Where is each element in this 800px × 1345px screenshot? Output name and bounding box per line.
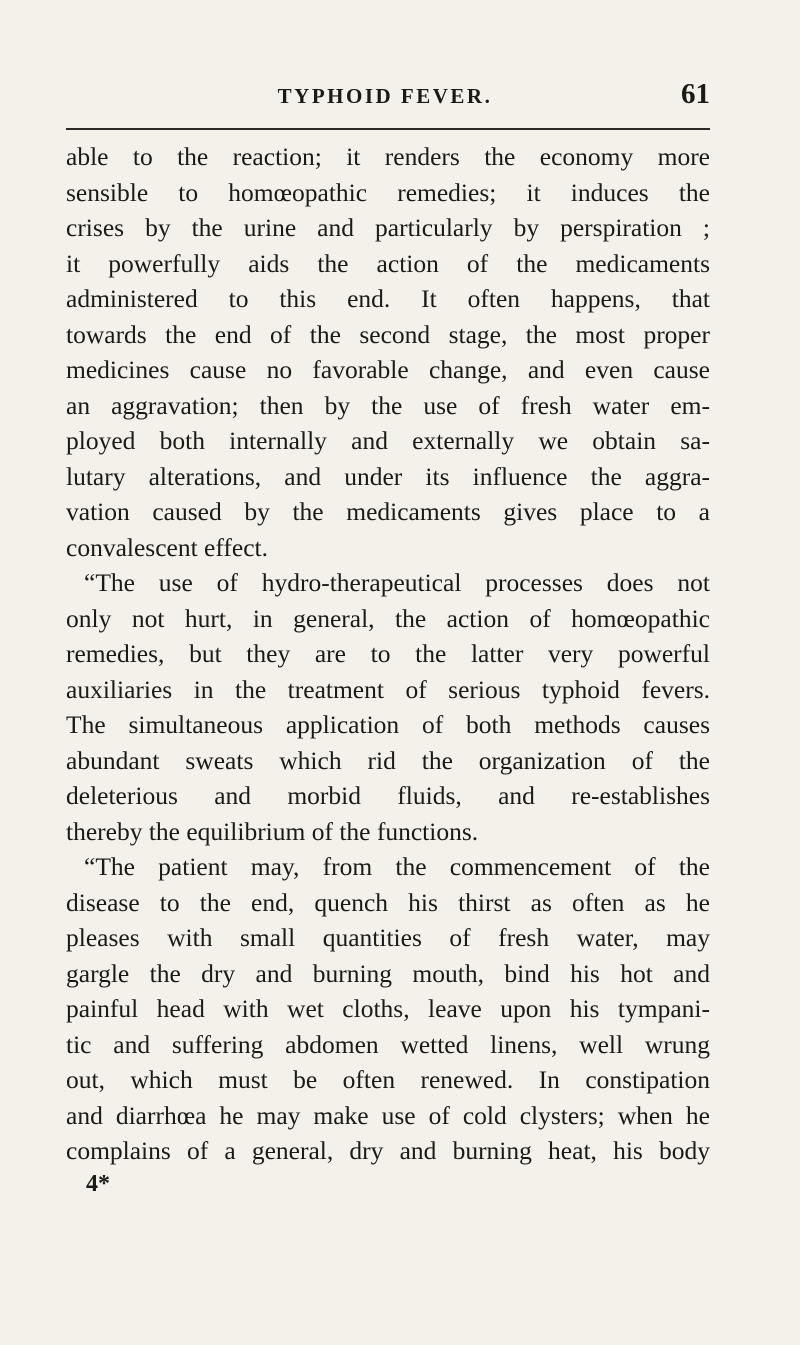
text-line: convalescent effect. <box>66 532 268 562</box>
text-line: disease to the end, quench his thirst as often as he <box>66 887 710 917</box>
text-line: vation caused by the medicaments gives place to a <box>66 497 710 526</box>
running-head: TYPHOID FEVER. <box>277 84 493 108</box>
paragraph-start-line: “The use of hydro-therapeutical processes does not <box>84 568 710 597</box>
text-line: out, which must be often renewed. In constipation <box>66 1065 710 1094</box>
header-rule <box>66 128 710 130</box>
text-line: administered to this end. It often happens, that <box>66 284 710 313</box>
text-line: sensible to homœopathic remedies; it induces the <box>66 177 710 207</box>
text-line: complains of a general, dry and burning heat, his body <box>66 1136 710 1165</box>
text-line: and diarrhœa he may make use of cold clysters; when he <box>66 1100 710 1130</box>
text-line: The simultaneous application of both methods causes <box>66 710 710 739</box>
text-line: gargle the dry and burning mouth, bind his hot and <box>66 958 710 988</box>
text-line: medicines cause no favorable change, and even cause <box>66 355 710 384</box>
text-line: auxiliaries in the treatment of serious typhoid fevers. <box>66 674 710 704</box>
paragraph-start-line: “The patient may, from the commencement of the <box>84 852 710 881</box>
text-line: ployed both internally and externally we obtain sa- <box>66 426 710 455</box>
body-text <box>66 139 710 1199</box>
text-line: abundant sweats which rid the organization of the <box>66 745 710 775</box>
signature-mark: 4* <box>86 1170 110 1197</box>
text-line: pleases with small quantities of fresh water, may <box>66 923 710 952</box>
text-line: towards the end of the second stage, the most proper <box>66 319 710 349</box>
text-line: tic and suffering abdomen wetted linens, well wrung <box>66 1029 710 1059</box>
text-line: able to the reaction; it renders the economy more <box>66 142 710 171</box>
text-line: thereby the equilibrium of the functions. <box>66 816 479 846</box>
page-header <box>60 78 710 116</box>
text-line: only not hurt, in general, the action of homœopathic <box>66 603 710 633</box>
text-line: deleterious and morbid fluids, and re-establishes <box>66 781 710 810</box>
text-line: lutary alterations, and under its influence the aggra- <box>66 461 710 491</box>
text-line: crises by the urine and particularly by perspiration ; <box>66 213 710 242</box>
text-line: remedies, but they are to the latter very powerful <box>66 639 710 668</box>
text-line: an aggravation; then by the use of fresh water em- <box>66 390 710 420</box>
page-number: 61 <box>681 78 710 110</box>
text-line: painful head with wet cloths, leave upon his tympani- <box>66 994 710 1023</box>
text-line: it powerfully aids the action of the medicaments <box>66 248 710 278</box>
